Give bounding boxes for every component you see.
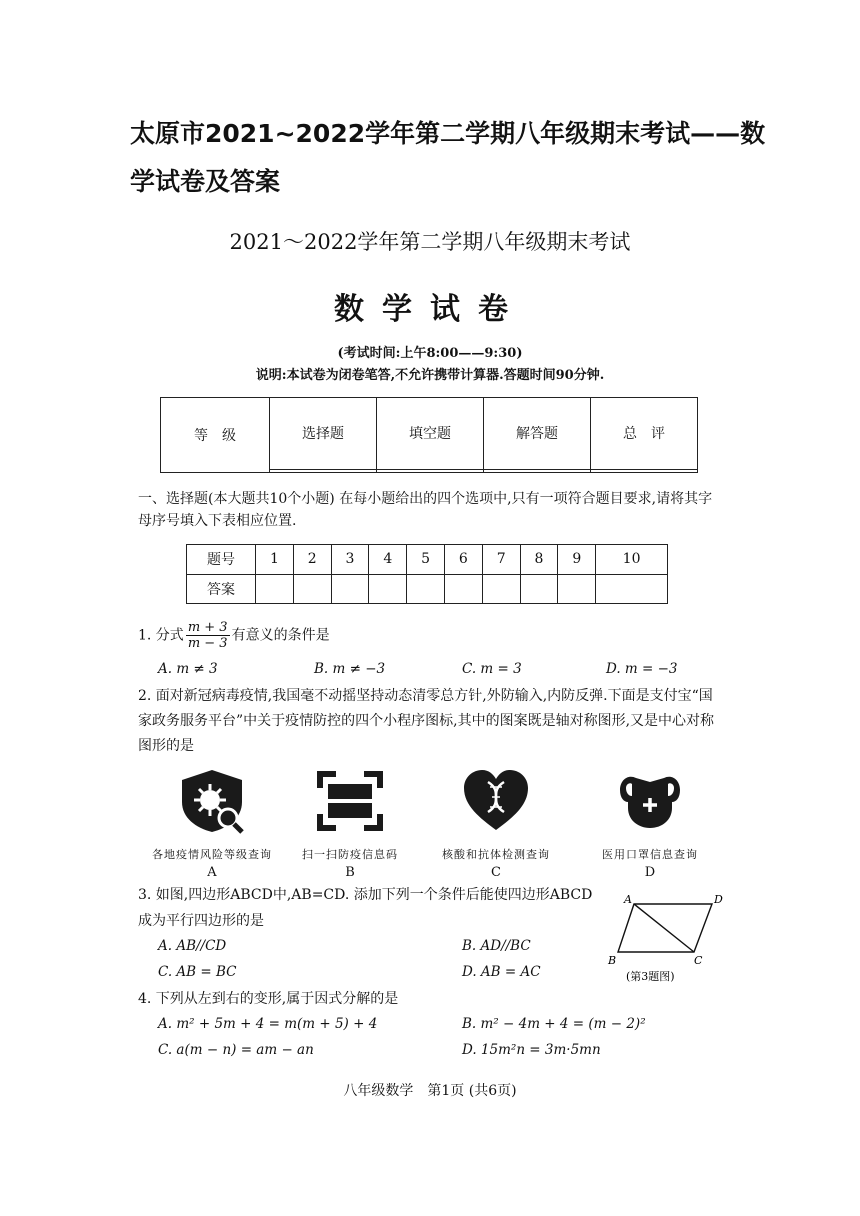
- question-3-line2: 成为平行四边形的是: [138, 913, 264, 929]
- answer-table-answer-label: 答案: [187, 574, 256, 604]
- question-number: 5: [407, 545, 445, 575]
- grade-cell[interactable]: [270, 469, 377, 472]
- parallelogram-diagram: [604, 890, 734, 986]
- q1-denominator: m − 3: [187, 636, 228, 651]
- vertex-a: A: [624, 893, 632, 906]
- answer-table: [186, 544, 668, 604]
- q1-option-d: D. m = −3: [606, 661, 678, 677]
- page-footer: 八年级数学 第1页 (共6页): [343, 1083, 517, 1099]
- subject-title: 数学试卷: [334, 292, 526, 327]
- q3-option-b: B. AD//BC: [462, 938, 531, 954]
- question-4: 4. 下列从左到右的变形,属于因式分解的是: [138, 991, 399, 1007]
- q2-letter-b: B: [345, 865, 355, 880]
- answer-cell[interactable]: [596, 574, 668, 604]
- q4-option-d: D. 15m²n = 3m·5mn: [462, 1042, 601, 1058]
- grade-cell[interactable]: [377, 469, 484, 472]
- q1-prefix: 1. 分式: [138, 627, 184, 644]
- q2-caption-b: 扫一扫防疫信息码: [302, 848, 398, 861]
- grade-header-total: 总 评: [591, 398, 698, 470]
- question-number: 1: [256, 545, 294, 575]
- answer-cell[interactable]: [369, 574, 407, 604]
- exam-title: 2021～2022学年第二学期八年级期末考试: [229, 230, 631, 254]
- question-2: 2. 面对新冠病毒疫情,我国毫不动摇坚持动态清零总方针,外防输入,内防反弹.下面是支付宝“国家政务服务平台”中关于疫情防控的四个小程序图标,其中的图案既是轴对称图形,又是中心对称图形的是: [138, 688, 715, 754]
- q2-caption-c: 核酸和抗体检测查询: [442, 848, 550, 861]
- question-number: 6: [444, 545, 482, 575]
- grade-table: [160, 397, 698, 473]
- answer-cell[interactable]: [444, 574, 482, 604]
- q4-option-a: A. m² + 5m + 4 = m(m + 5) + 4: [158, 1016, 378, 1032]
- heart-dna-icon: [460, 768, 532, 834]
- q1-numerator: m + 3: [187, 620, 228, 635]
- q1-fraction: [186, 620, 230, 651]
- vertex-b: B: [608, 954, 617, 967]
- q3-figure: [604, 890, 734, 986]
- q3-option-a: A. AB//CD: [158, 938, 227, 954]
- q2-icon-d: [590, 768, 710, 880]
- q2-caption-a: 各地疫情风险等级查询: [152, 848, 272, 861]
- grade-header-fill: 填空题: [377, 398, 484, 470]
- question-number: 3: [331, 545, 369, 575]
- q4-option-b: B. m² − 4m + 4 = (m − 2)²: [462, 1016, 646, 1032]
- diagonal-ac: [634, 904, 694, 952]
- answer-cell[interactable]: [407, 574, 445, 604]
- q1-option-b: B. m ≠ −3: [314, 661, 386, 677]
- question-number: 2: [293, 545, 331, 575]
- q2-caption-d: 医用口罩信息查询: [602, 848, 698, 861]
- q2-letter-c: C: [491, 865, 501, 880]
- q2-icon-c: [436, 768, 556, 880]
- q2-letter-a: A: [207, 865, 217, 880]
- grade-header-solve: 解答题: [484, 398, 591, 470]
- q3-option-d: D. AB = AC: [462, 964, 541, 980]
- question-number: 7: [482, 545, 520, 575]
- q1-option-c: C. m = 3: [462, 661, 522, 677]
- question-3-line1: 3. 如图,四边形ABCD中,AB=CD. 添加下列一个条件后能使四边形ABCD: [138, 887, 593, 903]
- q2-icon-b: [290, 768, 410, 880]
- answer-cell[interactable]: [256, 574, 294, 604]
- question-number: 9: [558, 545, 596, 575]
- grade-cell[interactable]: [484, 469, 591, 472]
- grade-row-label: 等 级: [161, 398, 270, 473]
- answer-cell[interactable]: [558, 574, 596, 604]
- question-number: 4: [369, 545, 407, 575]
- q1-suffix: 有意义的条件是: [231, 627, 330, 644]
- q2-letter-d: D: [644, 865, 656, 880]
- question-number: 10: [596, 545, 668, 575]
- grade-header-choice: 选择题: [270, 398, 377, 470]
- exam-instruction: 说明:本试卷为闭卷笔答,不允许携带计算器.答题时间90分钟.: [255, 368, 605, 383]
- vertex-c: C: [694, 954, 703, 967]
- grade-cell[interactable]: [591, 469, 698, 472]
- document-title: 太原市2021~2022学年第二学期八年级期末考试——数学试卷及答案: [130, 119, 766, 196]
- q2-icon-a: [152, 768, 272, 880]
- answer-cell[interactable]: [331, 574, 369, 604]
- vertex-d: D: [714, 893, 723, 906]
- figure-caption: (第3题图): [626, 970, 675, 983]
- q3-option-c: C. AB = BC: [158, 964, 237, 980]
- q4-option-c: C. a(m − n) = am − an: [158, 1042, 314, 1058]
- scan-code-icon: [314, 768, 386, 834]
- shield-virus-search-icon: [176, 768, 248, 834]
- question-1: [138, 620, 728, 651]
- section1-instructions: 一、选择题(本大题共10个小题) 在每小题给出的四个选项中,只有一项符合题目要求,请将其字母序号填入下表相应位置.: [138, 491, 713, 529]
- answer-cell[interactable]: [520, 574, 558, 604]
- answer-cell[interactable]: [293, 574, 331, 604]
- q1-option-a: A. m ≠ 3: [158, 661, 218, 677]
- answer-cell[interactable]: [482, 574, 520, 604]
- medical-mask-icon: [614, 768, 686, 834]
- exam-time-note: (考试时间:上午8:00——9:30): [337, 346, 523, 361]
- question-number: 8: [520, 545, 558, 575]
- answer-table-number-label: 题号: [187, 545, 256, 575]
